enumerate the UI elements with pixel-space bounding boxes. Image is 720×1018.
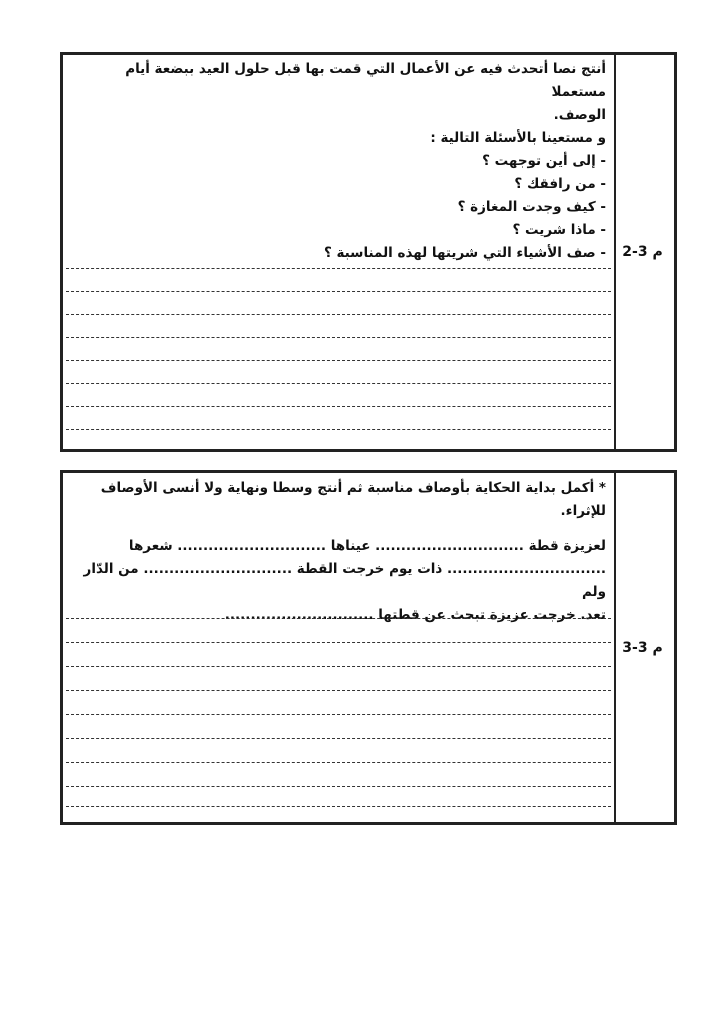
- task-content: [63, 473, 616, 822]
- instruction-line: * أكمل بداية الحكاية بأوصاف مناسبة ثم أنتج وسطا ونهاية ولا أنسى الأوصاف للإثراء.: [100, 480, 606, 519]
- instruction-line: الوصف.: [553, 107, 606, 123]
- question-line: - إلى أين توجهت ؟: [482, 153, 606, 169]
- question-line: - من رافقك ؟: [514, 176, 606, 192]
- task-content: [63, 55, 616, 449]
- story-line: ............................... ذات يوم خرجت القطة ............................. من الدّار ولم: [83, 561, 606, 600]
- task-instructions: [63, 55, 614, 265]
- answer-line[interactable]: [66, 268, 611, 269]
- question-line: - كيف وجدت المغازة ؟: [457, 199, 606, 215]
- answer-line[interactable]: [66, 383, 611, 384]
- instruction-line: أنتج نصا أتحدث فيه عن الأعمال التي قمت بها قبل حلول العيد ببضعة أيام مستعملا: [125, 61, 606, 100]
- answer-line[interactable]: [66, 738, 611, 739]
- answer-line[interactable]: [66, 642, 611, 643]
- question-line: - ماذا شريت ؟: [512, 222, 606, 238]
- answer-line[interactable]: [66, 762, 611, 763]
- criterion-label: م 3-2: [622, 244, 663, 260]
- answer-line[interactable]: [66, 786, 611, 787]
- answer-line[interactable]: [66, 337, 611, 338]
- question-line: - صف الأشياء التي شريتها لهذه المناسبة ؟: [323, 245, 606, 261]
- answer-line[interactable]: [66, 690, 611, 691]
- answer-line[interactable]: [66, 806, 611, 807]
- criterion-label: م 3-3: [622, 639, 663, 656]
- answer-line[interactable]: [66, 360, 611, 361]
- answer-line[interactable]: [66, 406, 611, 407]
- task-instructions: [63, 473, 614, 627]
- answer-line[interactable]: [66, 666, 611, 667]
- story-line: تعد. خرجت عزيزة تبحث عن قطتها .............................: [224, 607, 606, 623]
- answer-line[interactable]: [66, 429, 611, 430]
- instruction-line: و مستعينا بالأسئلة التالية :: [430, 130, 606, 146]
- answer-line[interactable]: [66, 314, 611, 315]
- answer-line[interactable]: [66, 618, 611, 619]
- writing-task-box-2: [60, 470, 677, 825]
- spacer: [69, 523, 606, 535]
- writing-task-box-1: [60, 52, 677, 452]
- answer-line[interactable]: [66, 291, 611, 292]
- answer-line[interactable]: [66, 714, 611, 715]
- story-line: لعزيزة قطة ............................. عيناها ............................. شعرها: [128, 538, 606, 554]
